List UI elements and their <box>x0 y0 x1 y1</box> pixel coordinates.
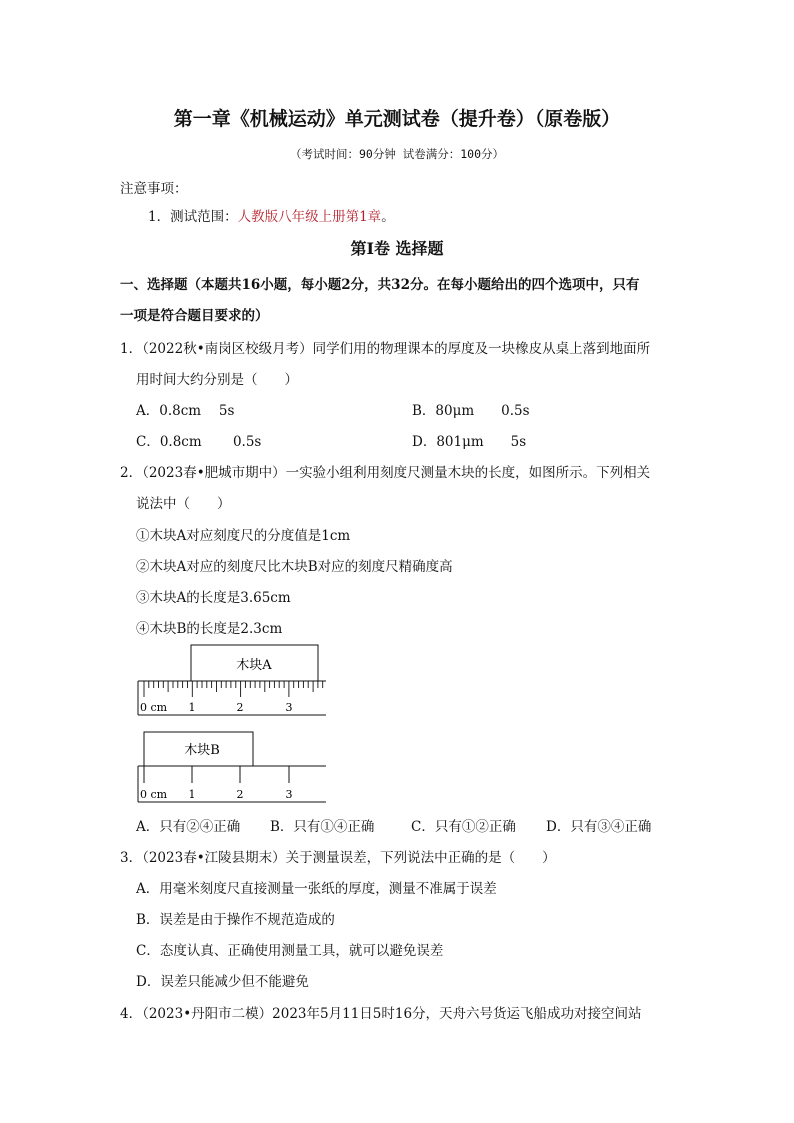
exam-info: （考试时间：90分钟 试卷满分：100分） <box>289 147 505 161</box>
block-a-label: 木块A <box>236 658 272 673</box>
q1-option-d: D．801μm 5s <box>412 434 527 450</box>
q2-statement-1: ①木块A对应刻度尺的分度值是1cm <box>136 528 351 544</box>
q2-statement-3: ③木块A的长度是3.65cm <box>136 590 291 606</box>
q3-option-d: D．误差只能减少但不能避免 <box>136 974 309 990</box>
q3-option-c: C．态度认真、正确使用测量工具，就可以避免误差 <box>136 943 444 959</box>
q3-stem: 3．（2023春•江陵县期末）关于测量误差，下列说法中正确的是（ ） <box>120 850 556 866</box>
section-title: 第Ⅰ卷 选择题 <box>350 239 444 258</box>
ruler-figure-a <box>136 643 330 719</box>
q4-stem-line1: 4．（2023•丹阳市二模）2023年5月11日5时16分，天舟六号货运飞船成功对接空间站 <box>120 1006 642 1022</box>
q2-option-a: A．只有②④正确 <box>136 819 241 835</box>
block-b-label: 木块B <box>184 743 220 758</box>
q1-option-b: B．80μm 0.5s <box>412 403 530 419</box>
q2-option-c: C．只有①②正确 <box>411 819 516 835</box>
page-title: 第一章《机械运动》单元测试卷（提升卷）（原卷版） <box>173 108 621 130</box>
q1-option-c: C．0.8cm 0.5s <box>136 434 262 450</box>
ruler-a-label-2: 2 <box>236 701 244 714</box>
q1-stem-line2: 用时间大约分别是（ ） <box>136 372 298 388</box>
ruler-b-label-3: 3 <box>285 788 293 801</box>
ruler-a-label-1: 1 <box>188 701 196 714</box>
ruler-b-label-2: 2 <box>236 788 244 801</box>
q2-statement-2: ②木块A对应的刻度尺比木块B对应的刻度尺精确度高 <box>136 559 453 575</box>
q2-option-d: D．只有③④正确 <box>546 819 652 835</box>
part1-instruction-line2: 一项是符合题目要求的） <box>120 308 269 324</box>
q1-option-a: A．0.8cm 5s <box>136 403 235 419</box>
q2-stem-line2: 说法中（ ） <box>136 496 231 512</box>
notes-item-1-suffix: 。 <box>381 209 395 225</box>
ruler-figure-b <box>136 729 330 805</box>
part1-instruction-line1: 一、选择题（本题共16小题，每小题2分，共32分。在每小题给出的四个选项中，只有 <box>120 277 640 293</box>
q2-stem-line1: 2．（2023春•肥城市期中）一实验小组利用刻度尺测量木块的长度，如图所示。下列相关 <box>120 465 651 481</box>
notes-item-1-scope: 人教版八年级上册第1章 <box>237 209 382 225</box>
ruler-a-label-0: 0 cm <box>140 701 168 714</box>
q2-statement-4: ④木块B的长度是2.3cm <box>136 621 283 637</box>
q3-option-a: A．用毫米刻度尺直接测量一张纸的厚度，测量不准属于误差 <box>136 881 497 897</box>
ruler-a-ticks <box>144 681 323 697</box>
ruler-b-label-0: 0 cm <box>140 788 168 801</box>
ruler-a-label-3: 3 <box>285 701 293 714</box>
q3-option-b: B．误差是由于操作不规范造成的 <box>136 912 335 928</box>
notes-item-1-prefix: 1．测试范围： <box>148 209 238 225</box>
q2-option-b: B．只有①④正确 <box>270 819 375 835</box>
q1-stem-line1: 1．（2022秋•南岗区校级月考）同学们用的物理课本的厚度及一块橡皮从桌上落到地面所 <box>120 341 651 357</box>
notes-heading: 注意事项： <box>120 181 188 197</box>
ruler-b-label-1: 1 <box>188 788 196 801</box>
notes-item-1 <box>148 205 395 225</box>
